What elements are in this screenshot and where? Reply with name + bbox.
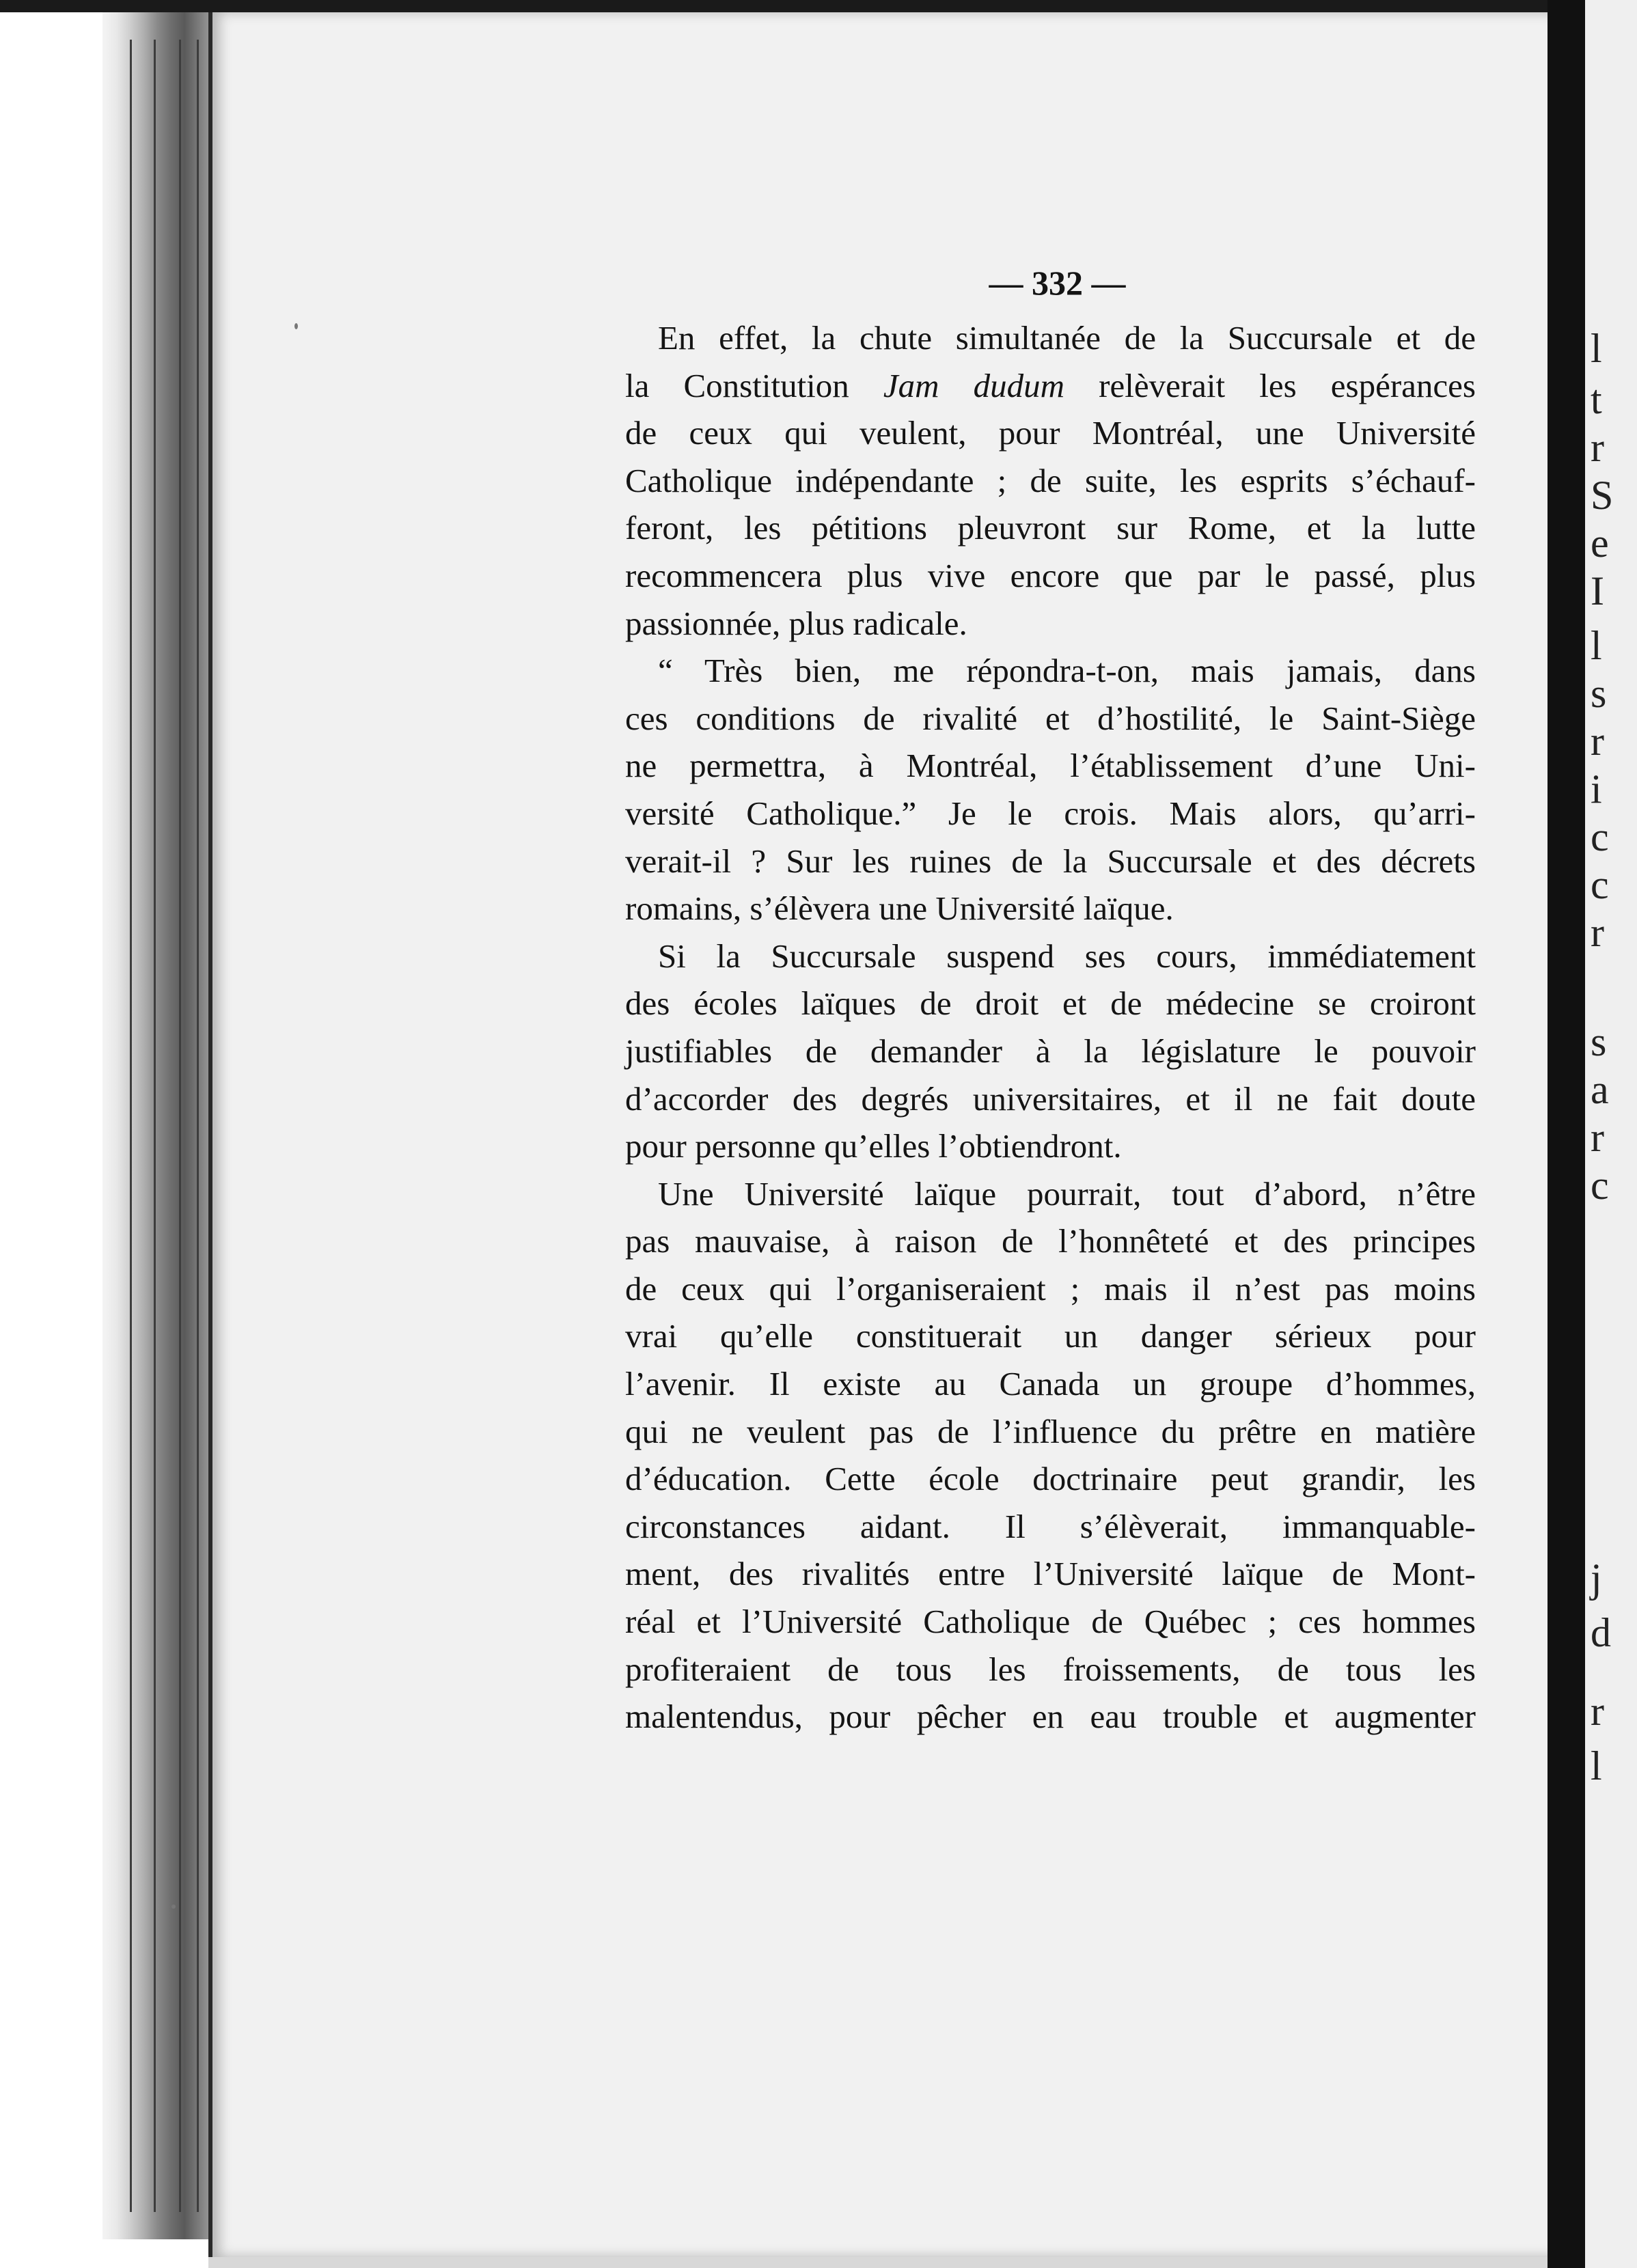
next-page-fragment: t — [1591, 377, 1602, 422]
next-page-fragment: a — [1591, 1067, 1609, 1112]
text-line: malentendus, pour pêcher en eau trouble et augmenter — [625, 1698, 1476, 1736]
text-line: de ceux qui l’organiseraient ; mais il n’est pas moins — [625, 1269, 1476, 1308]
text-line: romains, s’élèvera une Université laïque. — [625, 889, 1174, 928]
text-line: pas mauvaise, à raison de l’honnêteté et des principes — [625, 1222, 1476, 1260]
next-page-fragment: d — [1591, 1610, 1611, 1655]
text-line: vrai qu’elle constituerait un danger sérieux pour — [625, 1317, 1476, 1355]
page-text — [625, 260, 1476, 1741]
next-page-fragment: i — [1591, 766, 1602, 812]
page-edge-line — [179, 40, 181, 2212]
page-edge-line — [130, 40, 132, 2212]
book-gutter — [1547, 0, 1585, 2268]
next-page-fragment: l — [1591, 1743, 1602, 1788]
text-line: de ceux qui veulent, pour Montréal, une Université — [625, 414, 1476, 452]
dust-speck — [294, 323, 298, 329]
paragraph-4 — [625, 1170, 1476, 1741]
text-line: d’éducation. Cette école doctrinaire peut grandir, les — [625, 1460, 1476, 1498]
text-line: justifiables de demander à la législature le pouvoir — [625, 1032, 1476, 1070]
text-line: feront, les pétitions pleuvront sur Rome, et la lutte — [625, 509, 1476, 547]
text-line: profiteraient de tous les froissements, de tous les — [625, 1650, 1476, 1688]
page-edge-line — [197, 40, 199, 2212]
text-line: réal et l’Université Catholique de Québec ; ces hommes — [625, 1603, 1476, 1641]
text-line: versité Catholique.” Je le crois. Mais alors, qu’arri- — [625, 794, 1476, 832]
next-page-fragment: j — [1591, 1555, 1602, 1601]
next-page-fragment: s — [1591, 671, 1607, 716]
dust-speck — [171, 1905, 176, 1909]
page-edge-line — [154, 40, 156, 2212]
text-line: d’accorder des degrés universitaires, et il ne fait doute — [625, 1079, 1476, 1118]
page-number: — 332 — — [989, 264, 1126, 302]
next-page-fragment: r — [1591, 425, 1604, 470]
next-page-fragment: r — [1591, 1115, 1604, 1160]
text-line: verait-il ? Sur les ruines de la Succursale et des décrets — [625, 842, 1476, 880]
text-line: la Constitution Jam dudum relèverait les espérances — [625, 366, 1476, 404]
paragraph-1 — [625, 314, 1476, 647]
text-line: Catholique indépendante ; de suite, les esprits s’échauf- — [625, 461, 1476, 499]
next-page-fragment: s — [1591, 1019, 1607, 1064]
scanner-bottom-edge — [208, 2257, 1547, 2268]
text-line: pour personne qu’elles l’obtiendront. — [625, 1127, 1122, 1165]
text-line: passionnée, plus radicale. — [625, 604, 967, 642]
next-page-fragment: S — [1591, 473, 1614, 518]
stacked-page-edges — [102, 12, 212, 2239]
text-line: Si la Succursale suspend ses cours, immédiatement — [658, 937, 1476, 975]
scanner-top-edge — [0, 0, 1637, 12]
text-line: Une Université laïque pourrait, tout d’abord, n’être — [658, 1174, 1476, 1213]
paragraph-3 — [625, 932, 1476, 1170]
next-page-fragment: e — [1591, 521, 1609, 566]
next-page-fragment: I — [1591, 568, 1604, 613]
next-page-fragment: c — [1591, 862, 1609, 907]
next-page-fragment: r — [1591, 719, 1604, 764]
next-page-fragment: l — [1591, 623, 1602, 668]
next-page-fragment: c — [1591, 814, 1609, 859]
text-line: recommencera plus vive encore que par le passé, plus — [625, 556, 1476, 594]
text-line: ne permettra, à Montréal, l’établissement d’une Uni- — [625, 747, 1476, 785]
text-line: circonstances aidant. Il s’élèverait, immanquable- — [625, 1507, 1476, 1545]
text-line: qui ne veulent pas de l’influence du prêtre en matière — [625, 1412, 1476, 1450]
text-line: En effet, la chute simultanée de la Succursale et de — [658, 319, 1476, 357]
next-page-fragment: c — [1591, 1163, 1609, 1208]
text-line: “ Très bien, me répondra-t-on, mais jamais, dans — [658, 652, 1476, 690]
next-page-edge — [1585, 0, 1637, 2268]
text-line: ces conditions de rivalité et d’hostilité, le Saint-Siège — [625, 699, 1476, 737]
text-line: ment, des rivalités entre l’Université laïque de Mont- — [625, 1555, 1476, 1593]
next-page-fragment: r — [1591, 910, 1604, 955]
next-page-fragment: l — [1591, 326, 1602, 371]
text-line: des écoles laïques de droit et de médecine se croiront — [625, 984, 1476, 1023]
next-page-fragment: r — [1591, 1689, 1604, 1734]
text-line: l’avenir. Il existe au Canada un groupe d’hommes, — [625, 1365, 1476, 1403]
paragraph-2 — [625, 647, 1476, 932]
italic-title: Jam dudum — [883, 366, 1065, 404]
